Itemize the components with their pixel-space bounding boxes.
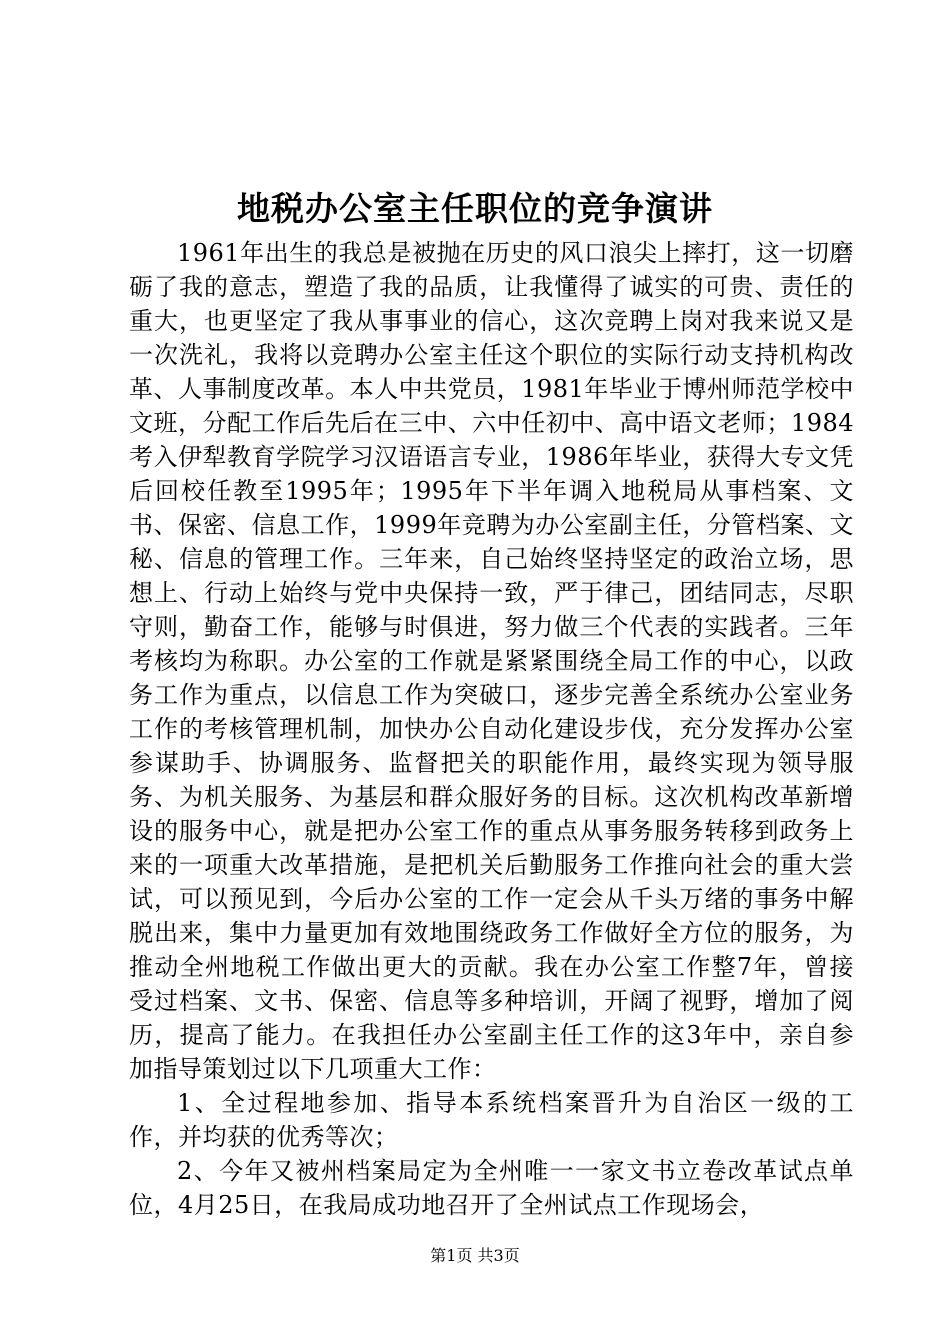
document-body [129, 236, 854, 1222]
page-footer: 第1页 共3页 [430, 1246, 520, 1265]
document-title: 地税办公室主任职位的竞争演讲 [237, 189, 713, 228]
paragraph-item-1: 1、全过程地参加、指导本系统档案晋升为自治区一级的工作，并均获的优秀等次； [129, 1089, 854, 1151]
paragraph-item-2: 2、今年又被州档案局定为全州唯一一家文书立卷改革试点单位，4月25日，在我局成功地召开了全州试点工作现场会， [129, 1157, 854, 1219]
paragraph-intro: 1961年出生的我总是被抛在历史的风口浪尖上摔打，这一切磨砺了我的意志，塑造了我的品质，让我懂得了诚实的可贵、责任的重大，也更坚定了我从事事业的信心，这次竞聘上岗对我来说又是一次洗礼，我将以竞聘办公室主任这个职位的实际行动支持机构改革、人事制度改革。本人中共党员，1981年毕业于博州师范学校中文班，分配工作后先后在三中、六中任初中、高中语文老师；1984考入伊犁教育学院学习汉语语言专业，1986年毕业，获得大专文凭后回校任教至1995年；1995年下半年调入地税局从事档案、文书、保密、信息工作，1999年竞聘为办公室副主任，分管档案、文秘、信息的管理工作。三年来，自己始终坚持坚定的政治立场，思想上、行动上始终与党中央保持一致，严于律己，团结同志，尽职守则，勤奋工作，能够与时俱进，努力做三个代表的实践者。三年考核均为称职。办公室的工作就是紧紧围绕全局工作的中心，以政务工作为重点，以信息工作为突破口，逐步完善全系统办公室业务工作的考核管理机制，加快办公自动化建设步伐，充分发挥办公室参谋助手、协调服务、监督把关的职能作用，最终实现为领导服务、为机关服务、为基层和群众服好务的目标。这次机构改革新增设的服务中心，就是把办公室工作的重点从事务服务转移到政务上来的一项重大改革措施，是把机关后勤服务工作推向社会的重大尝试，可以预见到，今后办公室的工作一定会从千头万绪的事务中解脱出来，集中力量更加有效地围绕政务工作做好全方位的服务，为推动全州地税工作做出更大的贡献。我在办公室工作整7年，曾接受过档案、文书、保密、信息等多种培训，开阔了视野，增加了阅历，提高了能力。在我担任办公室副主任工作的这3年中，亲自参加指导策划过以下几项重大工作： [129, 239, 854, 1083]
